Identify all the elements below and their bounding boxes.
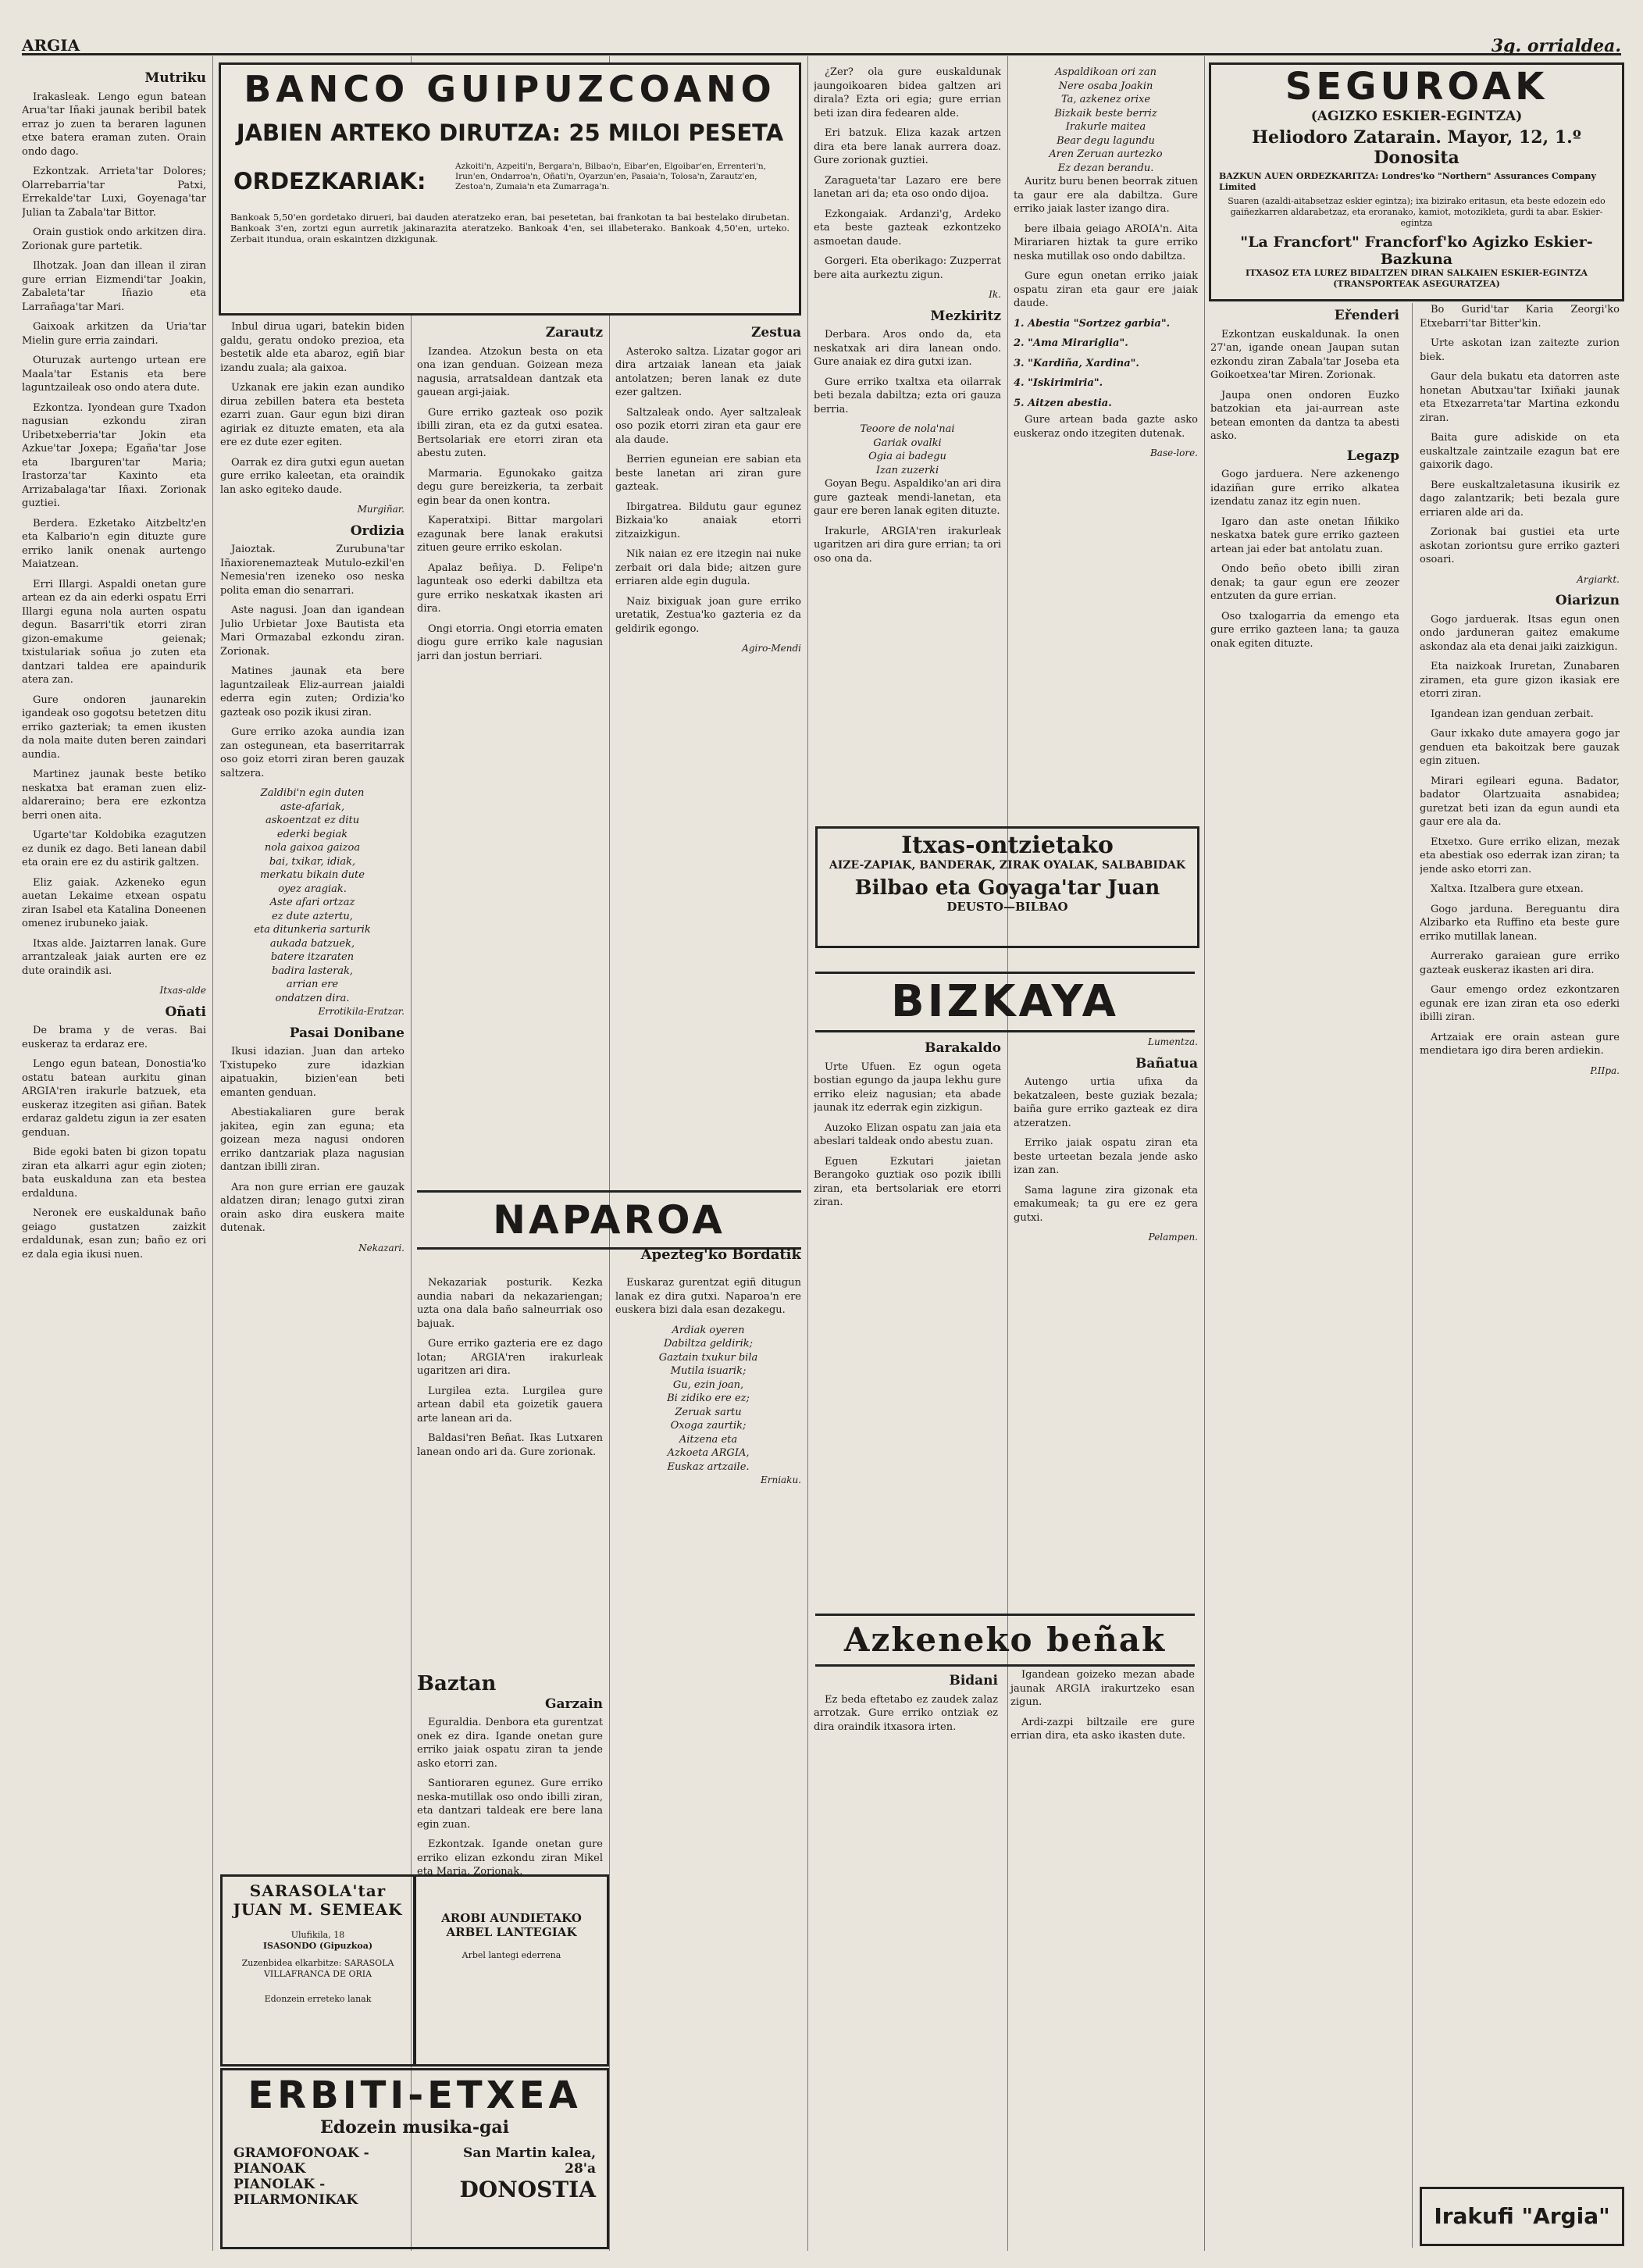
paragraph: Erri Illargi. Aspaldi onetan gure artean ez da ain ederki ospatu Erri Illargi eguna nola aurten ospatu degun. Basarri'tik etorri ziran gizon-emakume geienak; txistulariak soñua jo zuten eta dantzari taldea ere apaindurik atera zan. [22, 578, 206, 686]
place-heading: Zarautz [545, 325, 603, 341]
signature: Errotikila-Eratzar. [318, 1006, 405, 1017]
paragraph: Eguen Ezkutari jaietan Berangoko guztiak oso pozik ibilli ziran, eta bertsolariak ere etorri ziran. [814, 1155, 1001, 1208]
paragraph: Ara non gure errian ere gauzak aldatzen diran; lenago gutxi ziran orain asko dira euskera maite dutenak. [220, 1181, 405, 1234]
erbiti-subtitle: Edozein musika-gai [320, 2117, 509, 2138]
signature: Murgiñar. [357, 504, 405, 515]
place-heading: Eřenderi [1334, 308, 1399, 323]
paragraph: Ezkongaiak. Ardanzi'g, Ardeko eta beste gazteak ezkontzeko asmoetan daude. [814, 208, 1001, 248]
page-header [22, 36, 1621, 55]
banco-text: Bankoak 5,50'en gordetako dirueri, bai dauden ateratzeko eran, bai pesetetan, bai frankotan ta bai bestelako dirubetan. Bankoak 3'en, zortzi egun aurretik jakinarazita ateratzeko. Bankoak 4'en, sei illabeterako. Bankoak 4,50'en, urteko. Zerbait itundua, orain eskaintzen dizkigunak. [230, 212, 789, 244]
paragraph: Etxetxo. Gure erriko elizan, mezak eta abestiak oso ederrak izan ziran; ta jende asko etorri zan. [1420, 836, 1620, 875]
place-heading: Pasai Donibane [289, 1025, 405, 1041]
column-azkeneko [814, 1668, 1195, 2246]
paragraph: Eri batzuk. Eliza kazak artzen dira eta bere lanak aurrera doaz. Gure zorionak guztiei. [814, 127, 1001, 166]
paragraph: Nik naian ez ere itzegin nai nuke zerbait ori dala bide; aitzen gure erriaren alde egin dugula. [615, 548, 801, 587]
erbiti-address: San Martin kalea, 28'a [463, 2145, 596, 2177]
column-rule [609, 56, 610, 2251]
paragraph: Aurrerako garaiean gure erriko gazteak euskeraz ikasten ari dira. [1420, 950, 1620, 976]
column-rule [1412, 303, 1413, 2248]
column-7 [1420, 303, 1620, 2177]
paragraph: Matines jaunak eta bere laguntzaileak Eliz-aurrean jaialdi ederra egin zuten; Ordizia'ko gazteak oso pozik ikusi ziran. [220, 665, 405, 719]
column-naparoa-b [615, 1276, 801, 1667]
paragraph: Ibirgatrea. Bildutu gaur egunez Bizkaia'ko anaiak etorri zitzaizkigun. [615, 501, 801, 540]
place-heading: Oñati [165, 1004, 206, 1020]
paragraph: Xaltxa. Itzalbera gure etxean. [1431, 883, 1584, 895]
paragraph: Gogo jarduna. Bereguantu dira Alzibarko eta Ruffino eta beste gure erriko mutillak lanean. [1420, 903, 1620, 943]
paragraph: Gorgeri. Eta oberikago: Zuzperrat bere aita aurkeztu zigun. [814, 255, 1001, 281]
paragraph: Baldasi'ren Beñat. Ikas Lutxaren lanean ondo ari da. Gure zorionak. [417, 1432, 603, 1458]
bizkaya-heading: BIZKAYA [815, 972, 1195, 1032]
apezteg-subheading: Apezteg'ko Bordatik [640, 1248, 801, 1263]
paragraph: Ilhotzak. Joan dan illean il ziran gure errian Eizmendi'tar Joakin, Zabaleta'tar Iñazio eta Larrañaga'tar Mari. [22, 260, 206, 313]
column-banatua [1014, 1036, 1198, 1645]
paragraph: Gure ondoren jaunarekin igandeak oso gogotsu betetzen ditu erriko gazteriak; ta emen ikusten da nola maite duten beren zaindari aundia. [22, 694, 206, 761]
paragraph: Ongi etorria. Ongi etorria ematen diogu gure erriko kale nagusian jarri dan jostun berriari. [417, 622, 603, 662]
seguroak-line: Suaren (azaldi-aitabsetzaz eskier egintza); ixa bizirako eritasun, eta beste edozein edo gaiñezkarren aldarabetzaz, eta eroranako, kamiot, motozikleta, gurdi ta abar. Eskier-egintza [1228, 196, 1606, 228]
banco-branches: Azkoiti'n, Azpeiti'n, Bergara'n, Bilbao'n, Eibar'en, Elgoibar'en, Errenteri'n, Irun'en, Ondarroa'n, Oñati'n, Oyarzun'en, Pasaia'n, Tolosa'n, Zarautz'en, Zestoa'n, Zumaia'n eta Zumarraga'n. [455, 162, 766, 191]
paragraph: Gure erriko gazteria ere ez dago lotan; ARGIA'ren irakurleak ugaritzen ari dira. [417, 1338, 603, 1377]
signature: Ik. [989, 289, 1001, 300]
column-naparoa-a [417, 1276, 603, 1667]
seguroak-title: SEGUROAK [1285, 65, 1549, 109]
naparoa-heading: NAPAROA [417, 1190, 801, 1250]
paragraph: Gure erriko gazteak oso pozik ibilli ziran, eta ez da gutxi esatea. Bertsolariak ere etorri ziran eta abestu zuten. [417, 406, 603, 459]
signature: Agiro-Mendi [742, 643, 801, 654]
signature: Itxas-alde [159, 985, 206, 996]
paragraph: Euskaraz gurentzat egiñ ditugun lanak ez dira gutxi. Naparoa'n ere euskera bizi dala esan dezakegu. [615, 1277, 801, 1316]
signature: Pelampen. [1148, 1232, 1198, 1243]
paragraph: Gaur emengo ordez ezkontzaren egunak ere izan ziran eta oso ederki ibilli ziran. [1420, 984, 1620, 1023]
place-heading: Ordizia [350, 522, 405, 539]
sarasola-address: Ulufikila, 18 [290, 1930, 345, 1940]
signature: Base-lore. [1149, 448, 1198, 458]
paragraph: Igaro dan aste onetan Iñikiko neskatxa batek gure erriko gazteen artean jai eder bat antolatu zuan. [1210, 515, 1399, 555]
paragraph: Mirari egileari eguna. Badator, badator Olartzuaita asnabidea; guretzat beti izan da egun aundi eta gaur ere ala da. [1420, 775, 1620, 828]
paragraph: Berdera. Ezketako Aitzbeltz'en eta Kalbario'n egin dituzte gure erriko lanik onenak aurtengo Maiatzean. [22, 517, 206, 570]
itxas-ontzietako-ad [815, 826, 1199, 948]
seguroak-ad [1209, 62, 1624, 301]
paragraph: Gure erriko txaltxa eta oilarrak beti bezala dabiltza; ezta ori gauza berria. [814, 376, 1001, 415]
paragraph: Zorionak bai gustiei eta urte askotan zoriontsu gure erriko gazteri osoari. [1420, 526, 1620, 565]
paragraph: Lurgilea ezta. Lurgilea gure artean dabil eta goizetik gauera arte lanean ari da. [417, 1385, 603, 1425]
seguroak-subtitle: (AGIZKO ESKIER-EGINTZA) [1310, 109, 1523, 124]
sarasola-note: Zuzenbidea elkarbitze: SARASOLA VILLAFRANCA DE ORIA [241, 1958, 394, 1979]
paragraph: Artzaiak ere orain astean gure mendietara igo dira beren ardiekin. [1420, 1031, 1620, 1057]
erbiti-city: DONOSTIA [459, 2177, 596, 2202]
paragraph: Gogo jarduera. Nere azkenengo idaziñan gure erriko alkatea izendatu zanaz itz egin nuen. [1210, 469, 1399, 508]
seguroak-line: BAZKUN AUEN ORDEZKARITZA: Londres'ko "Northern" Assurances Company Limited [1219, 171, 1596, 192]
sarasola-bottom: Edonzein erreteko lanak [264, 1994, 372, 2004]
paragraph: Ezkontzan euskaldunak. Ia onen 27'an, igande onean Jaupan sutan ezkondu ziran Zabala'tar Joseba eta Goikoetxea'tar Miren. Zorionak. [1210, 328, 1399, 381]
verse: Ardiak oyeren Dabiltza geldirik; Gaztain txukur bila Mutila isuarik; Gu, ezin joan, Bi zidiko ere ez; Zeruak sartu Oxoga zaurtik; Aitzena eta Azkoeta ARGIA, Euskaz artzaile. [658, 1324, 758, 1473]
place-heading: Zestua [750, 325, 801, 341]
paragraph: Saltzaleak ondo. Ayer saltzaleak oso pozik etorri ziran eta gaur ere ala daude. [615, 406, 801, 446]
paragraph: Bere euskaltzaletasuna ikusirik ez dago zalantzarik; beti bezala gure erriaren alde ari da. [1420, 479, 1620, 519]
paragraph: Oarrak ez dira gutxi egun auetan gure erriko kaleetan, eta oraindik lan asko egiteko daude. [220, 456, 405, 496]
paragraph: Eta naizkoak Iruretan, Zunabaren ziramen, eta gure gizon ikasiak ere etorri ziran. [1420, 661, 1620, 700]
paragraph: Asteroko saltza. Lizatar gogor ari dira artzaiak lanean eta jaiak antolatzen; beren lanak ez dute ezer galtzen. [615, 345, 801, 398]
place-heading: Bañatua [1135, 1055, 1198, 1072]
paragraph: Abestiakaliaren gure berak jakitea, egin zan eguna; eta goizean meza nagusi ondoren erriko dantzariak plaza nagusian dantzan ibilli ziran. [220, 1107, 405, 1173]
paragraph: Naiz bixiguak joan gure erriko uretatik, Zestua'ko gazteria ez da geldirik egongo. [615, 595, 801, 635]
list-item: 2. "Ama Mirariglia". [1014, 337, 1128, 349]
paragraph: Goyan Begu. Aspaldiko'an ari dira gure gazteak mendi-lanetan, eta gaur ere beren lanak egiten dituzte. [814, 478, 1001, 517]
banco-subtitle: JABIEN ARTEKO DIRUTZA: 25 MILOI PESETA [236, 119, 784, 146]
paragraph: Berrien eguneian ere sabian eta beste lanetan ari ziran gure gazteak. [615, 454, 801, 493]
itxas-title: Itxas-ontzietako [901, 832, 1114, 859]
column-rule [807, 56, 808, 2251]
paragraph: Martinez jaunak beste betiko neskatxa bat eraman zuen eliz-aldareraino; bera ere ezkontza berri onen aita. [22, 768, 206, 822]
verse: Aspaldikoan ori zan Nere osaba Joakin Ta, azkenez orixe Bizkaik beste berriz Irakurle maitea Bear degu lagundu Aren Zeruan aurtezko Ez dezan berandu. [1049, 66, 1163, 174]
list-item: 4. "Iskirimiria". [1014, 377, 1103, 389]
paragraph: Urte askotan izan zaitezte zurion biek. [1420, 337, 1620, 363]
column-5-top [1014, 66, 1198, 847]
itxas-address: DEUSTO—BILBAO [946, 900, 1068, 914]
column-zarautz [417, 320, 603, 1179]
paragraph: Gaur ixkako dute amayera gogo jar genduen eta bakoitzak bere gauzak egin zituen. [1420, 728, 1620, 767]
paragraph: bere ilbaia geiago AROIA'n. Aita Mirariaren hiztak ta gure erriko neska mutillak oso ondo dabiltza. [1014, 223, 1198, 262]
paragraph: Ezkontzak. Arrieta'tar Dolores; Olarrebarria'tar Patxi, Errekalde'tar Luxi, Goyenaga'tar Julian ta Zabala'tar Bittor. [22, 166, 206, 219]
column-zestua [615, 320, 801, 1179]
banco-ordezkariak: ORDEZKARIAK: [233, 168, 426, 194]
paragraph: Bide egoki baten bi gizon topatu ziran eta alkarri agur egin zioten; bata euskalduna zan eta bestea erdalduna. [22, 1146, 206, 1200]
paragraph: Kaperatxipi. Bittar margolari ezagunak bere lanak erakutsi zituen geure erriko eskolan. [417, 515, 603, 554]
paragraph: Irakasleak. Lengo egun batean Arua'tar Iñaki jaunak beribil batek erraz jo zuen ta beraren lagunen etxe batera eraman zuten. Orain ondo dago. [22, 91, 206, 158]
place-heading: Mezkiritz [930, 308, 1001, 324]
seguroak-francfort-sub: ITXASOZ ETA LUREZ BIDALTZEN DIRAN SALKAIEN ESKIER-EGINTZA (TRANSPORTEAK ASEGURATZEA) [1245, 268, 1588, 289]
paragraph: Izandea. Atzokun besta on eta ona izan genduan. Goizean meza nagusia, arratsaldean dantzak eta gauean argi-jaiak. [417, 345, 603, 398]
paragraph: Autengo urtia ufixa da bekatzaleen, beste guziak bezala; baiña gure erriko gazteak ez dira atzeratzen. [1014, 1076, 1198, 1129]
paragraph: Ezkontza. Iyondean gure Txadon nagusian ezkondu ziran Uribetxeberria'tar Jokin eta Azkue'tar Joxepa; Egaña'tar Jose eta Ibarguren'tar Maria; Irastorza'tar Kaxinto eta Arrizabalaga'tar Iñaxi. Zorionak guztiei. [22, 401, 206, 509]
paragraph: Eguraldia. Denbora eta gurentzat onek ez dira. Igande onetan gure erriko jaiak ospatu ziran ta jende asko etorri zan. [417, 1717, 603, 1770]
paper-name: ARGIA [22, 36, 80, 55]
column-barakaldo [814, 1036, 1001, 1645]
banco-title: BANCO GUIPUZCOANO [244, 68, 776, 110]
sarasola-town: ISASONDO (Gipuzkoa) [262, 1941, 373, 1951]
paragraph: Eliz gaiak. Azkeneko egun auetan Lekaime etxean ospatu ziran Isabel eta Katalina Doneenen omenez irubuneko jaiak. [22, 876, 206, 929]
erbiti-title: ERBITI-ETXEA [248, 2074, 582, 2117]
paragraph: Sama lagune zira gizonak eta emakumeak; ta gu ere ez gera gutxi. [1014, 1184, 1198, 1224]
paragraph: Oturuzak aurtengo urtean ere Maala'tar Estanis eta bere laguntzaileak oso ondo atera dute. [22, 355, 206, 394]
erbiti-line-1: GRAMOFONOAK - PIANOAK [233, 2145, 369, 2177]
list-item: 3. "Kardiña, Xardina". [1014, 357, 1139, 369]
sarasola-title: SARASOLA'tar JUAN M. SEMEAK [233, 1881, 403, 1919]
list-item: 1. Abestia "Sortzez garbia". [1014, 317, 1171, 330]
paragraph: Itxas alde. Jaiztarren lanak. Gure arrantzaleak jaiak aurten ere ez dute oraindik asi. [22, 937, 206, 977]
column-6 [1210, 303, 1399, 2248]
sarasola-right-2: ARBEL LANTEGIAK [446, 1925, 577, 1939]
paragraph: Ugarte'tar Koldobika ezagutzen ez dunik ez dago. Beti lanean dabil eta orain ere ez du astirik galtzen. [22, 829, 206, 868]
place-heading: Barakaldo [925, 1040, 1001, 1056]
seguroak-francfort: "La Francfort" Francforf'ko Agizko Eskier-Bazkuna [1240, 234, 1593, 268]
signature: Argiarkt. [1577, 573, 1620, 585]
paragraph: Irakurle, ARGIA'ren irakurleak ugaritzen ari dira gure errian; ta ori oso ona da. [814, 525, 1001, 565]
page-number: 3g. orrialdea. [1491, 36, 1621, 56]
paragraph: Oso txalogarria da emengo eta gure erriko gazteen lana; ta gauza onak egiten dituzte. [1210, 610, 1399, 650]
column-rule [1204, 56, 1205, 2251]
paragraph: Gure egun onetan erriko jaiak ospatu ziran eta gaur ere jaiak daude. [1014, 270, 1198, 309]
place-heading: Baztan [417, 1672, 497, 1696]
paragraph: De brama y de veras. Bai euskeraz ta erdaraz ere. [22, 1025, 206, 1050]
paragraph: Urte Ufuen. Ez ogun ogeta bostian egungo da jaupa lekhu gure erriko eleiz nagusian; eta abade jaunak itz ederrak egin zizkigun. [814, 1061, 1001, 1114]
paragraph: Uzkanak ere jakin ezan aundiko dirua zebillen batera eta besteta ezarri zuan. Gaur egun bizi diran agiriak ez dituzte ematen, eta ala ere ez dute ezer egiten. [220, 382, 405, 448]
paragraph: Gaixoak arkitzen da Uria'tar Mielin gure erria zaindari. [22, 321, 206, 347]
paragraph: Baita gure adiskide on eta euskaltzale zaintzaile ezagun bat ere gaixorik dago. [1420, 432, 1620, 471]
sarasola-right-1: AROBI AUNDIETAKO [441, 1911, 582, 1925]
paragraph: Auritz buru benen beorrak zituen ta gaur ere ala dabiltza. Gure erriko jaiak laster izango dira. [1014, 176, 1198, 215]
place-heading: Legazp [1346, 448, 1399, 464]
paragraph: Apalaz beñiya. D. Felipe'n lagunteak oso ederki dabiltza eta gure erriko neskatxak ikasten ari dira. [417, 562, 603, 615]
paragraph: Derbara. Aros ondo da, eta neskatxak ari dira lanean ondo. Gure anaiak ez dira gutxi izan. [814, 329, 1001, 368]
place-heading: Mutriku [144, 70, 206, 86]
place-heading: Bidani [949, 1673, 998, 1689]
sarasola-ad [220, 1874, 415, 2067]
signature: Lumentza. [1147, 1036, 1198, 1047]
verse: Zaldibi'n egin duten aste-afariak, askoentzat ez ditu ederki begiak nola gaixoa gaizoa bai, txikar, idiak, merkatu bikain dute oyez aragiak. Aste afari ortzaz ez dute aztertu, eta ditunkeria sarturik aukada batzuek, batere itzaraten badira lasterak, arrian ere ondatzen dira. [254, 787, 371, 1004]
paragraph: Bo Gurid'tar Karia Zeorgi'ko Etxebarri'tar Bitter'kin. [1420, 304, 1620, 330]
paragraph: Santioraren egunez. Gure erriko neska-mutillak oso ondo ibilli ziran, eta dantzari taldeak ere bere lana egin zuan. [417, 1778, 603, 1831]
paragraph: Inbul dirua ugari, batekin biden galdu, geratu ondoko prezioa, eta bestetik alde eta abaroz, egiñ biar izandu zuala; ala gaixoa. [220, 321, 405, 374]
sarasola-ad-right [414, 1874, 609, 2067]
paragraph: Ondo beño obeto ibilli ziran denak; ta gaur egun ere zeozer entzuten da gure errian. [1210, 563, 1399, 602]
paragraph: Nekazariak posturik. Kezka aundia nabari da nekazariengan; uzta ona dala baño salneurriak oso bajuak. [417, 1277, 603, 1330]
banco-guipuzcoano-ad [219, 62, 801, 316]
paragraph: Zaragueta'tar Lazaro ere bere lanetan ari da; eta oso ondo dijoa. [814, 174, 1001, 200]
signature: Erniaku. [760, 1475, 801, 1485]
paragraph: Ikusi idazian. Juan dan arteko Txistupeko zure idazkian aipatuakin, bizien'ean beti emanten genduan. [220, 1046, 405, 1099]
seguroak-agent: Heliodoro Zatarain. Mayor, 12, 1.º Donosita [1252, 127, 1581, 168]
paragraph: Aste nagusi. Joan dan igandean Julio Urbietar Joxe Bautista eta Mari Ormazabal ezkondu ziran. Zorionak. [220, 604, 405, 658]
paragraph: ¿Zer? ola gure euskaldunak jaungoikoaren bidea galtzen ari dirala? Ezta ori egia; gure errian beti izan dira fedearen alde. [814, 66, 1001, 119]
paragraph: Marmaria. Egunokako gaitza degu gure bereizkeria, ta zerbait egin bear da onen kontra. [417, 467, 603, 507]
place-heading: Oiarizun [1555, 593, 1620, 608]
irakurfi-argia-ad: Irakufi "Argia" [1420, 2187, 1624, 2246]
paragraph: Orain gustiok ondo arkitzen dira. Zorionak gure partetik. [22, 226, 206, 252]
erbiti-line-2: PIANOLAK - PILARMONIKAK [233, 2177, 358, 2208]
column-1 [22, 66, 206, 2252]
signature: Nekazari. [358, 1242, 405, 1253]
place-heading: Garzain [545, 1696, 603, 1712]
paragraph: Auzoko Elizan ospatu zan jaia eta abeslari taldeak ondo abestu zuan. [814, 1122, 1001, 1147]
paragraph: Lengo egun batean, Donostia'ko ostatu batean aurkitu ginan ARGIA'ren irakurle batzuek, eta euskeraz itzegiten asi giñan. Batek erdaraz galdetu zigun ia zer esaten genduan. [22, 1058, 206, 1139]
paragraph: Erriko jaiak ospatu ziran eta beste urteetan bezala jende asko izan zan. [1014, 1137, 1198, 1176]
column-rule [212, 56, 213, 2251]
column-2 [220, 320, 405, 1539]
paragraph: Gure artean bada gazte asko euskeraz ondo itzegiten dutenak. [1014, 414, 1198, 440]
paragraph: Ez beda eftetabo ez zaudek zalaz arrotzak. Gure erriko ontziak ez dira oraindik itxasora irten. [814, 1693, 998, 1733]
paragraph: Igandean goizeko mezan abade jaunak ARGIA irakurtzeko esan zigun. [1010, 1669, 1195, 1708]
paragraph: Igandean izan genduan zerbait. [1431, 708, 1594, 720]
paragraph: Jaioztak. Zurubuna'tar Iñaxiorenemazteak Mutulo-ezkil'en Nemesia'ren izeneko oso neska polita eman dio senarrari. [220, 544, 405, 597]
paragraph: Ardi-zazpi biltzaile ere gure errian dira, eta asko ikasten dute. [1010, 1716, 1195, 1742]
paragraph: Gaur dela bukatu eta datorren aste honetan Abutxau'tar Ixiñaki jaunak eta Etxezarreta'tar Martina ezkondu ziran. [1420, 371, 1620, 424]
verse: Teoore de nola'nai Gariak ovalki Ogia ai badegu Izan zuzerki [860, 423, 955, 476]
paragraph: Ezkontzak. Igande onetan gure erriko elizan ezkondu ziran Mikel eta Maria. Zorionak. [417, 1838, 603, 1878]
paragraph: Gure erriko azoka aundia izan zan ostegunean, eta baserritarrak oso goiz etorri ziran beren gauzak saltzera. [220, 726, 405, 779]
azkeneko-berriak-heading: Azkeneko beñak [815, 1614, 1195, 1667]
column-4 [814, 66, 1001, 956]
itxas-subtitle: AIZE-ZAPIAK, BANDERAK, ZIRAK OYALAK, SALBABIDAK [829, 859, 1186, 872]
itxas-name: Bilbao eta Goyaga'tar Juan [854, 876, 1160, 900]
signature: P.IIpa. [1590, 1064, 1620, 1076]
paragraph: Jaupa onen ondoren Euzko batzokian eta jai-aurrean aste betean emonten da dantza ta abesti asko. [1210, 389, 1399, 442]
paragraph: Gogo jarduerak. Itsas egun onen ondo jarduneran gaitez emakume askondaz ala eta denai jaiki zaizkigun. [1420, 613, 1620, 653]
list-item: 5. Aitzen abestia. [1014, 397, 1112, 409]
sarasola-right-3: Arbel lantegi ederrena [462, 1950, 561, 1960]
paragraph: Neronek ere euskaldunak baño geiago gustatzen zaizkit erdaldunak, esan zun; baño ez ori ez dala egia ikusi nuen. [22, 1207, 206, 1261]
erbiti-etxea-ad [220, 2068, 609, 2249]
